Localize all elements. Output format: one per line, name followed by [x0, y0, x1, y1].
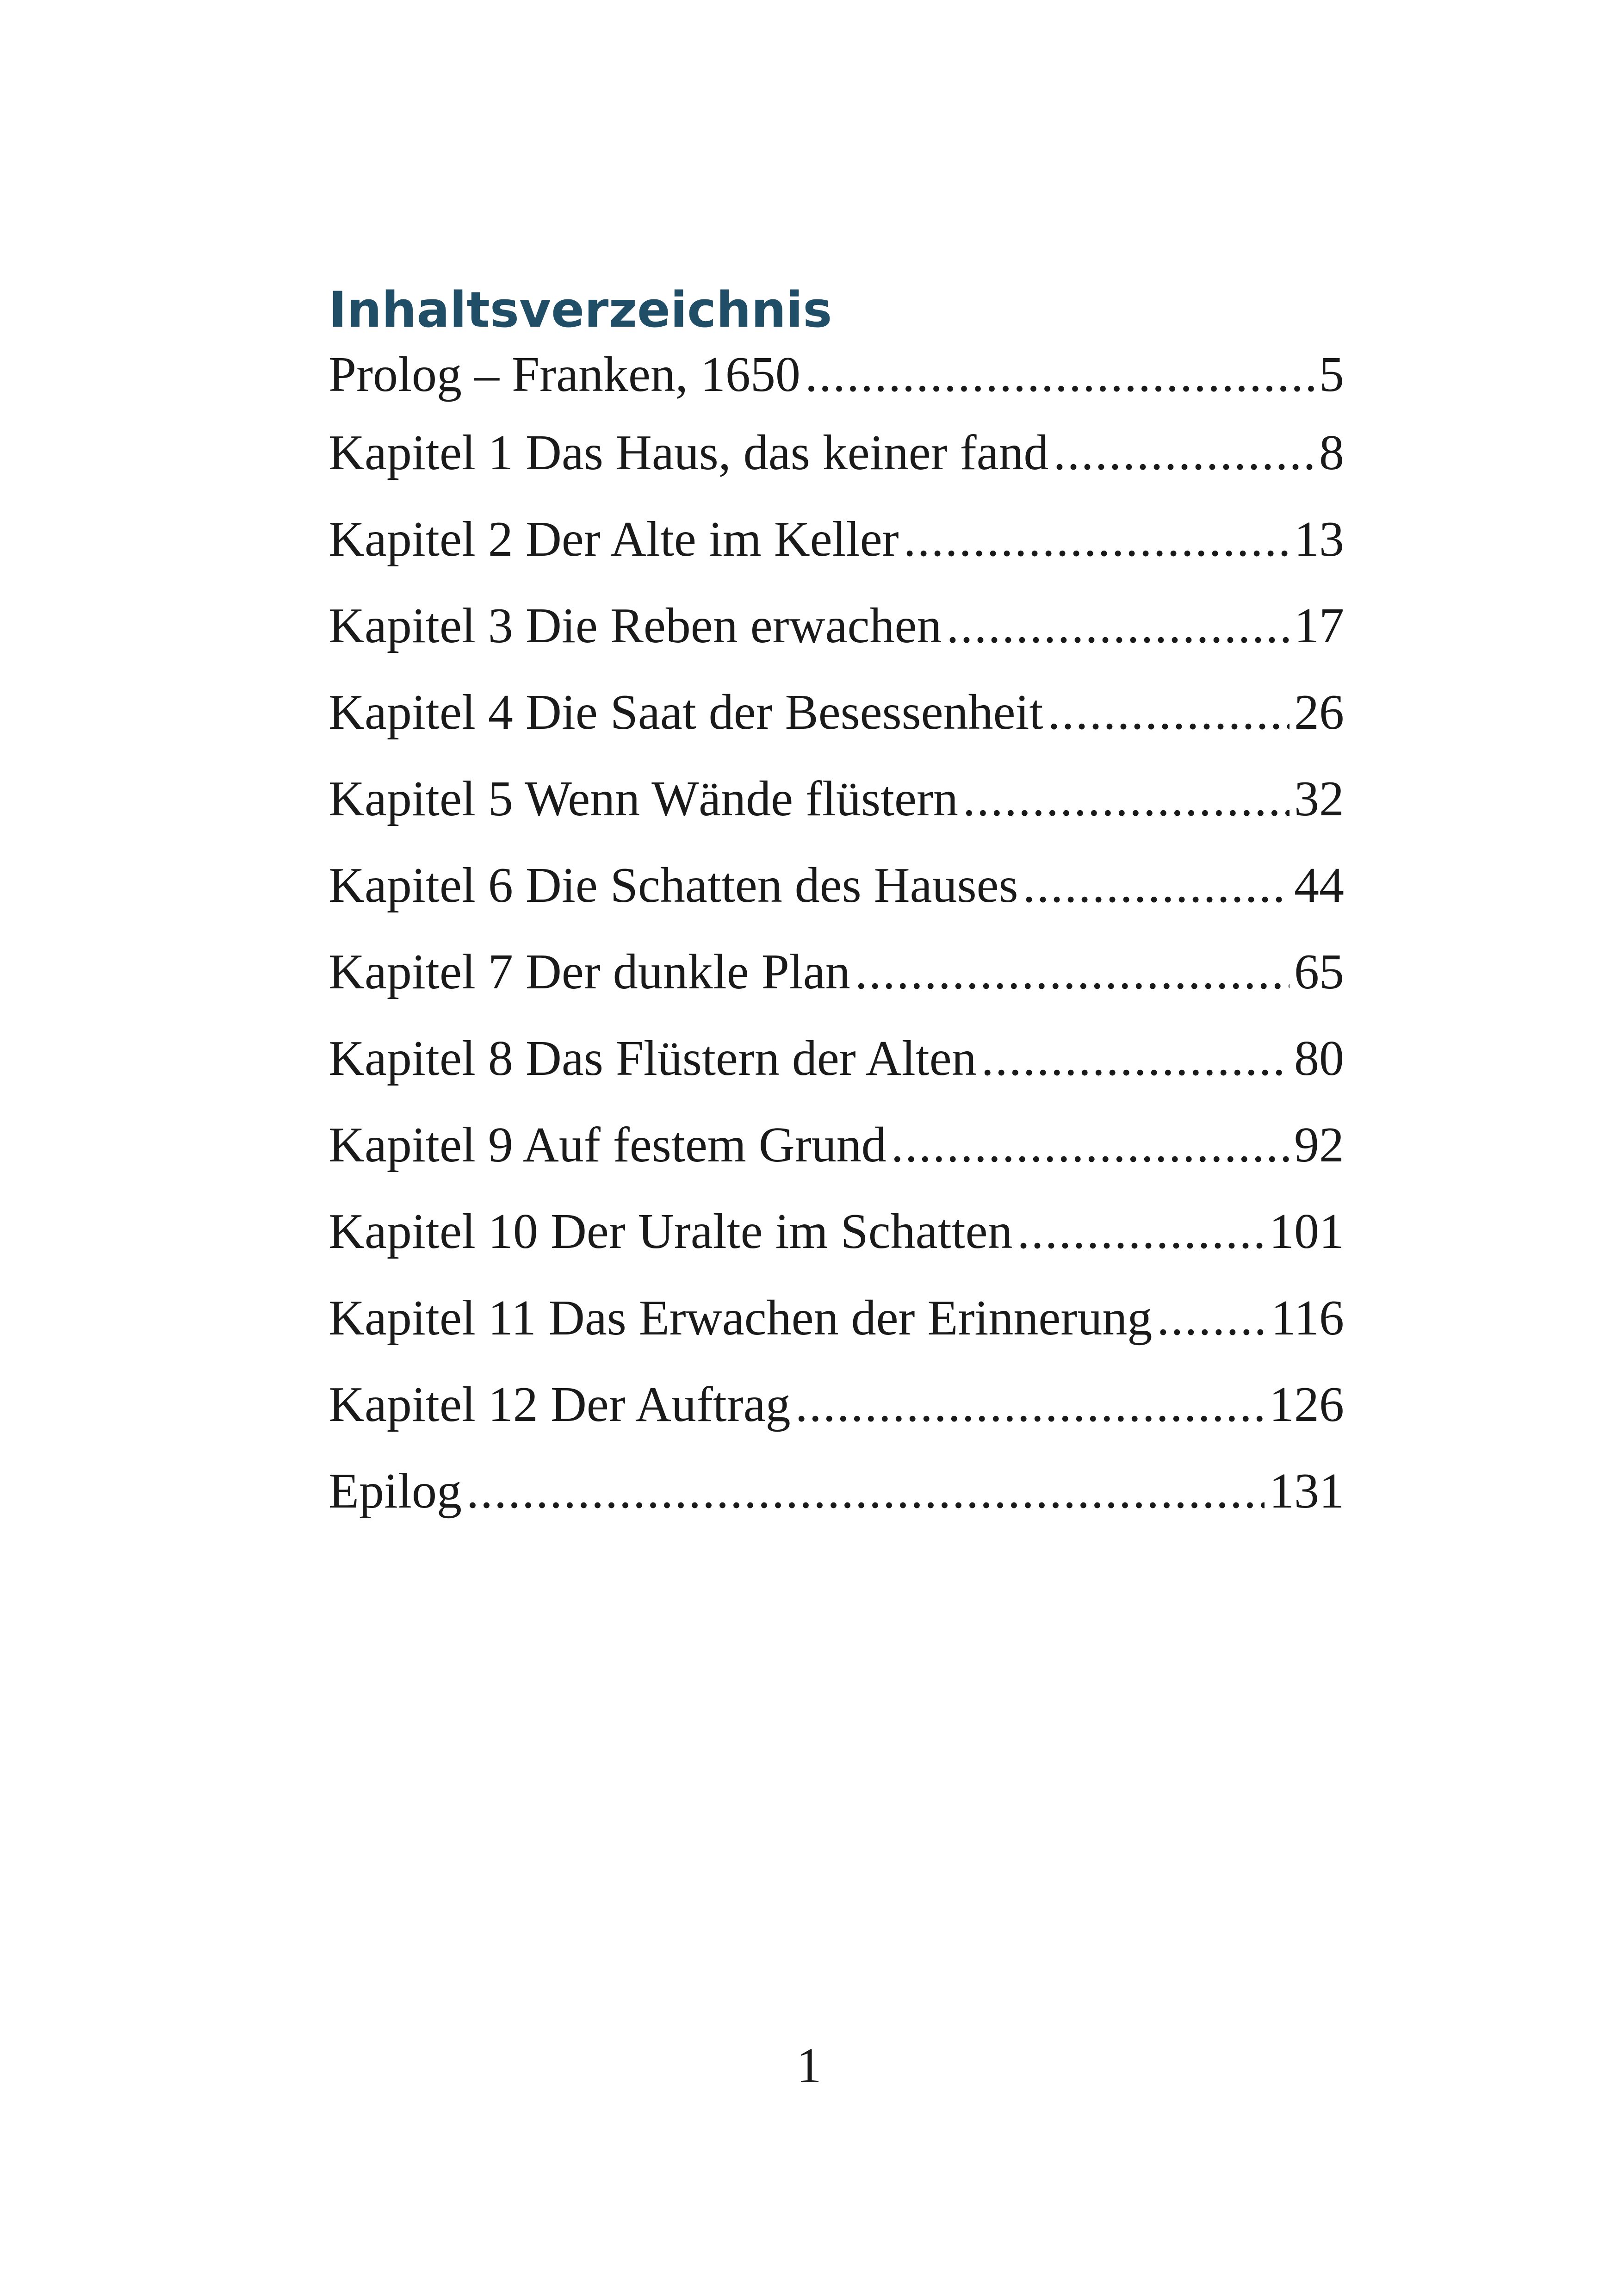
toc-entry-kapitel-4	[329, 669, 1344, 756]
toc-entry-title: Kapitel 8 Das Flüstern der Alten	[329, 1031, 977, 1086]
toc-entry-kapitel-10	[329, 1188, 1344, 1275]
toc-entry-title: Kapitel 3 Die Reben erwachen	[329, 598, 942, 653]
toc-entry-page: 13	[1294, 512, 1344, 567]
toc-list	[329, 340, 1344, 1534]
toc-entry-kapitel-8	[329, 1015, 1344, 1102]
dot-leader	[1157, 1275, 1266, 1361]
toc-entry-title: Kapitel 7 Der dunkle Plan	[329, 944, 850, 999]
toc-entry-page: 92	[1294, 1117, 1344, 1173]
toc-entry-page: 32	[1294, 771, 1344, 826]
toc-entry-epilog	[329, 1448, 1344, 1534]
toc-entry-page: 101	[1269, 1204, 1344, 1259]
toc-entry-page: 26	[1294, 685, 1344, 740]
dot-leader	[855, 929, 1289, 1015]
toc-entry-kapitel-11	[329, 1275, 1344, 1361]
dot-leader	[891, 1102, 1289, 1188]
toc-entry-kapitel-2	[329, 496, 1344, 583]
toc-entry-kapitel-7	[329, 929, 1344, 1015]
dot-leader	[904, 496, 1289, 583]
toc-entry-title: Kapitel 11 Das Erwachen der Erinnerung	[329, 1291, 1153, 1346]
toc-entry-title: Kapitel 2 Der Alte im Keller	[329, 512, 899, 567]
toc-entry-title: Kapitel 5 Wenn Wände flüstern	[329, 771, 958, 826]
dot-leader	[981, 1015, 1289, 1102]
page-number: 1	[796, 2038, 822, 2093]
toc-entry-page: 17	[1294, 598, 1344, 653]
dot-leader	[805, 340, 1314, 410]
toc-entry-page: 80	[1294, 1031, 1344, 1086]
toc-entry-kapitel-9	[329, 1102, 1344, 1188]
toc-entry-page: 65	[1294, 944, 1344, 999]
dot-leader	[1048, 669, 1289, 756]
toc-entry-title: Kapitel 6 Die Schatten des Hauses	[329, 858, 1018, 913]
toc-entry-title: Kapitel 1 Das Haus, das keiner fand	[329, 425, 1049, 480]
toc-entry-page: 126	[1269, 1377, 1344, 1432]
dot-leader	[1054, 410, 1314, 496]
toc-entry-title: Epilog	[329, 1464, 462, 1519]
toc-entry-kapitel-6	[329, 842, 1344, 929]
toc-entry-kapitel-5	[329, 756, 1344, 842]
dot-leader	[466, 1448, 1265, 1534]
dot-leader	[795, 1361, 1265, 1448]
dot-leader	[963, 756, 1289, 842]
toc-entry-page: 8	[1319, 425, 1344, 480]
toc-entry-page: 116	[1271, 1291, 1344, 1346]
toc-entry-title: Kapitel 12 Der Auftrag	[329, 1377, 791, 1432]
toc-entry-title: Kapitel 4 Die Saat der Besessenheit	[329, 685, 1043, 740]
dot-leader	[946, 583, 1289, 669]
table-of-contents	[329, 280, 1344, 1534]
toc-entry-title: Prolog – Franken, 1650	[329, 347, 800, 402]
dot-leader	[1017, 1188, 1265, 1275]
dot-leader	[1023, 842, 1289, 929]
toc-heading: Inhaltsverzeichnis	[329, 281, 832, 338]
toc-entry-page: 131	[1269, 1464, 1344, 1519]
toc-entry-title: Kapitel 10 Der Uralte im Schatten	[329, 1204, 1013, 1259]
toc-entry-page: 44	[1294, 858, 1344, 913]
toc-entry-title: Kapitel 9 Auf festem Grund	[329, 1117, 886, 1173]
toc-entry-kapitel-12	[329, 1361, 1344, 1448]
toc-entry-kapitel-1	[329, 410, 1344, 496]
toc-entry-prolog	[329, 340, 1344, 410]
toc-entry-page: 5	[1319, 347, 1344, 402]
toc-entry-kapitel-3	[329, 583, 1344, 669]
